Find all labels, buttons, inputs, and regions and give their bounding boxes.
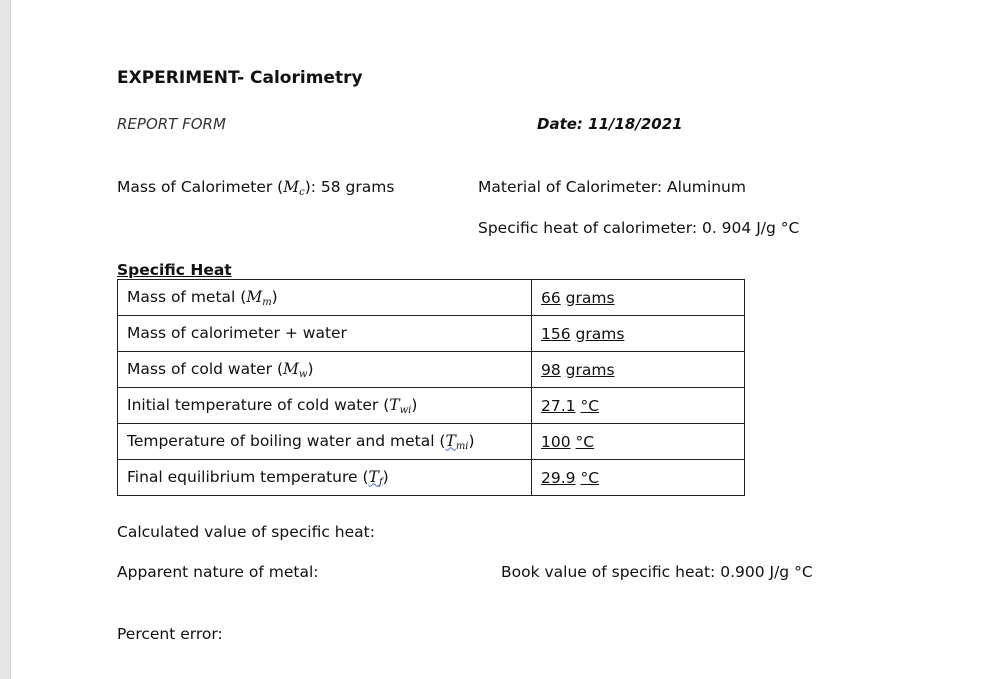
row-label: Initial temperature of cold water $(T_{wi})$ — [118, 388, 532, 424]
row-value: 98 grams — [532, 352, 745, 388]
row-label: Mass of calorimeter + water — [118, 316, 532, 352]
report-form-label: REPORT FORM — [117, 115, 226, 133]
row-label: Temperature of boiling water and metal $(T_{mi})$ — [118, 424, 532, 460]
calorimeter-specific-heat: Specific heat of calorimeter: 0. 904 J/g °C — [478, 219, 800, 237]
row-value: 29.9 °C — [532, 460, 745, 496]
row-value: 100 °C — [532, 424, 745, 460]
apparent-nature-label: Apparent nature of metal: — [117, 563, 319, 581]
calorimeter-mass-var: $M_c$ — [283, 178, 305, 198]
table-row — [118, 352, 745, 388]
row-value: 156 grams — [532, 316, 745, 352]
document-page — [10, 0, 1008, 679]
row-value: 66 grams — [532, 280, 745, 316]
table-row — [118, 280, 745, 316]
calorimeter-mass-value: ): 58 grams — [304, 178, 395, 196]
calorimeter-mass-label: Mass of Calorimeter ( — [117, 178, 284, 196]
calorimeter-mass-line — [117, 178, 394, 198]
specific-heat-heading: Specific Heat — [117, 261, 232, 279]
page-title: EXPERIMENT- Calorimetry — [117, 68, 363, 88]
calorimeter-material: Material of Calorimeter: Aluminum — [478, 178, 746, 196]
specific-heat-table — [117, 279, 745, 496]
calculated-value-label: Calculated value of specific heat: — [117, 523, 375, 541]
book-value-label: Book value of specific heat: 0.900 J/g °C — [501, 563, 813, 581]
date-label: Date: 11/18/2021 — [537, 115, 683, 133]
row-value: 27.1 °C — [532, 388, 745, 424]
row-label: Mass of cold water $(M_w)$ — [118, 352, 532, 388]
percent-error-label: Percent error: — [117, 625, 223, 643]
row-label: Final equilibrium temperature $(T_f)$ — [118, 460, 532, 496]
table-row — [118, 460, 745, 496]
table-row — [118, 316, 745, 352]
row-label: Mass of metal $(M_m)$ — [118, 280, 532, 316]
table-row — [118, 424, 745, 460]
table-row — [118, 388, 745, 424]
